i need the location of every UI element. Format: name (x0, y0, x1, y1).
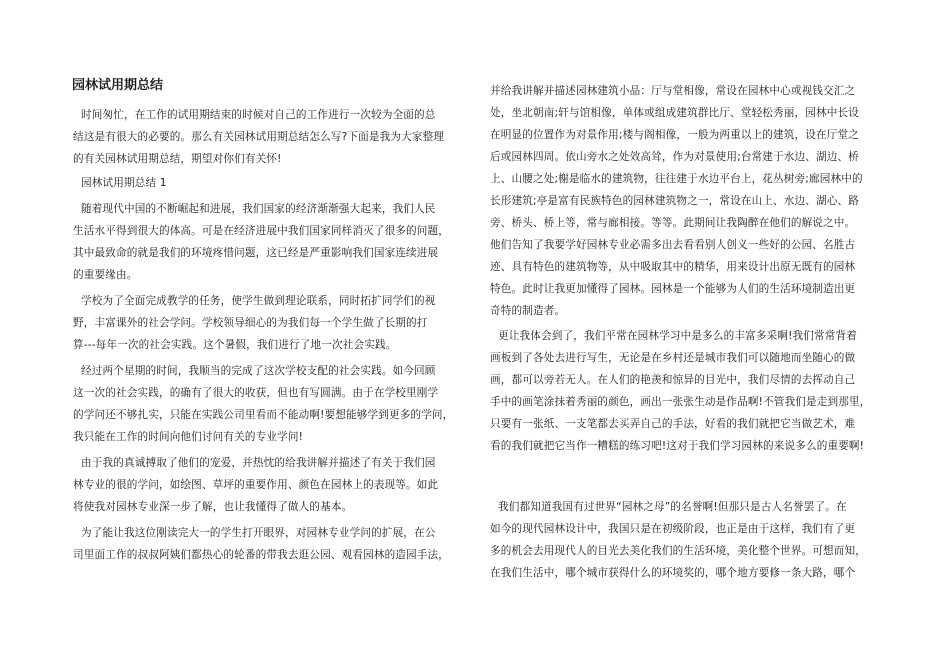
text-line: 在明显的位置作为对景作用;楼与阁相像，一般为两重以上的建筑，设在厅堂之 (490, 129, 860, 141)
text-line: 处，坐北朝南;轩与馆相像，单体或组成建筑群比厅、堂轻松秀丽，园林中长设 (490, 107, 860, 119)
text-line: 后或园林四周。依山旁水之处效高耸，作为对景使用;台常建于水边、湖边、桥 (490, 151, 860, 163)
text-line: 园林试用期总结 1 (81, 177, 167, 189)
text-line: 画，都可以旁若无人。在人们的艳羡和惊异的目光中，我们尽情的去挥动自己 (490, 374, 856, 386)
text-line: 将使我对园林专业深一步了解，也让我懂得了做人的基本。 (73, 501, 353, 513)
text-line: 我只能在工作的时间向他们讨问有关的专业学问! (73, 431, 304, 443)
text-line: 他们告知了我要学好园林专业必需多出去看看别人创义一些好的公园、名胜古 (490, 239, 856, 251)
text-line: 经过两个星期的时间，我顺当的完成了这次学校支配的社会实践。如今回顾 (81, 365, 436, 377)
text-line: 奇特的制造者。 (490, 305, 566, 317)
text-line: 长形建筑;亭是富有民族特色的园林建筑物之一，常设在山上、水边、湖心、路 (490, 195, 860, 207)
text-line: 只要有一张纸、一支笔都去买弄自己的手法，好看的我们就把它当做艺术，难 (490, 418, 856, 430)
text-line: 上、山腰之处;榭是临水的建筑物，往往建于水边平台上，花丛树旁;廊园林中的 (490, 173, 863, 185)
text-line: 更让我体会到了，我们平常在园林学习中是多么的丰富多采啊!我们常常背着 (498, 330, 857, 342)
text-line: 看的我们就把它当作一糟糕的练习吧!这对于我们学习园林的来说多么的重要啊! (490, 440, 865, 452)
text-line: 的有关园林试用期总结，期望对你们有关怀! (73, 153, 282, 165)
text-line: 算---每年一次的社会实践。这个暑假，我们进行了地一次社会实践。 (73, 339, 397, 351)
text-line: 的学问还不够扎实，只能在实践公司里看而不能动啊!要想能够学到更多的学问， (73, 409, 454, 421)
text-line: 的重要缘由。 (73, 269, 138, 281)
text-line: 我们都知道我国有过世界“园林之母”的名誉啊!但那只是古人名誉罢了。在 (498, 501, 847, 513)
text-line: 随着现代中国的不断崛起和进展，我们国家的经济渐渐强大起来，我们人民 (81, 203, 436, 215)
text-line: 画板到了各处去进行写生，无论是在乡村还是城市我们可以随地而坐随心的做 (490, 352, 856, 364)
text-line: 由于我的真诚搏取了他们的宠爱，并热忱的给我讲解并描述了有关于我们园 (81, 457, 436, 469)
text-line: 野，丰富课外的社会学问。学校领导细心的为我们每一个学生做了长期的打 (73, 317, 428, 329)
text-line: 在我们生活中，哪个城市获得什么的环境奖的，哪个地方要修一条大路，哪个 (490, 567, 856, 579)
text-line: 这一次的社会实践，的确有了很大的收获，但也有写圆满。由于在学校里刚学 (73, 387, 439, 399)
text-line: 生活水平得到很大的体高。可是在经济进展中我们国家同样消灭了很多的问题， (73, 225, 450, 237)
text-line: 时间匆忙，在工作的试用期结束的时候对自己的工作进行一次较为全面的总 (81, 109, 436, 121)
text-line: 林专业的很的学问，如绘图、草坪的重要作用、颜色在园林上的表现等。如此 (73, 479, 439, 491)
text-line: 并给我讲解并描述园林建筑小品：厅与堂相像，常设在园林中心或视钱交汇之 (490, 85, 856, 97)
text-line: 特色。此时让我更加懂得了园林。园林是一个能够为人们的生活环境制造出更 (490, 283, 856, 295)
text-line: 如今的现代园林设计中，我国只是在初级阶段，也正是由于这样，我们有了更 (490, 523, 856, 535)
text-line: 迹、具有特色的建筑物等，从中吸取其中的精华，用来设计出原无既有的园林 (490, 261, 856, 273)
document-title: 园林试用期总结 (72, 78, 164, 93)
text-line: 多的机会去用现代人的目光去美化我们的生活环境，美化整个世界。可想而知， (490, 545, 867, 557)
text-line: 旁、桥头、桥上等，常与廊相接。等等。此期间让我陶醉在他们的解说之中。 (490, 217, 856, 229)
text-line: 结这是有很大的必要的。那么有关园林试用期总结怎么写?下面是我为大家整理 (73, 131, 445, 143)
text-line: 其中最致命的就是我们的环境疼惜问题，这已经是严重影响我们国家连续进展 (73, 247, 439, 259)
text-line: 学校为了全面完成教学的任务，使学生做到理论联系，同时拓扩同学们的视 (81, 295, 436, 307)
text-line: 手中的画笔涂抹着秀丽的颜色，画出一张张生动是作品啊!不管我们是走到那里， (490, 396, 871, 408)
text-line: 为了能让我这位刚读完大一的学生打开眼界，对园林专业学问的扩展，在公 (81, 527, 436, 539)
text-line: 司里面工作的叔叔阿姨们都热心的轮番的带我去逛公园、观看园林的造园手法， (73, 549, 450, 561)
